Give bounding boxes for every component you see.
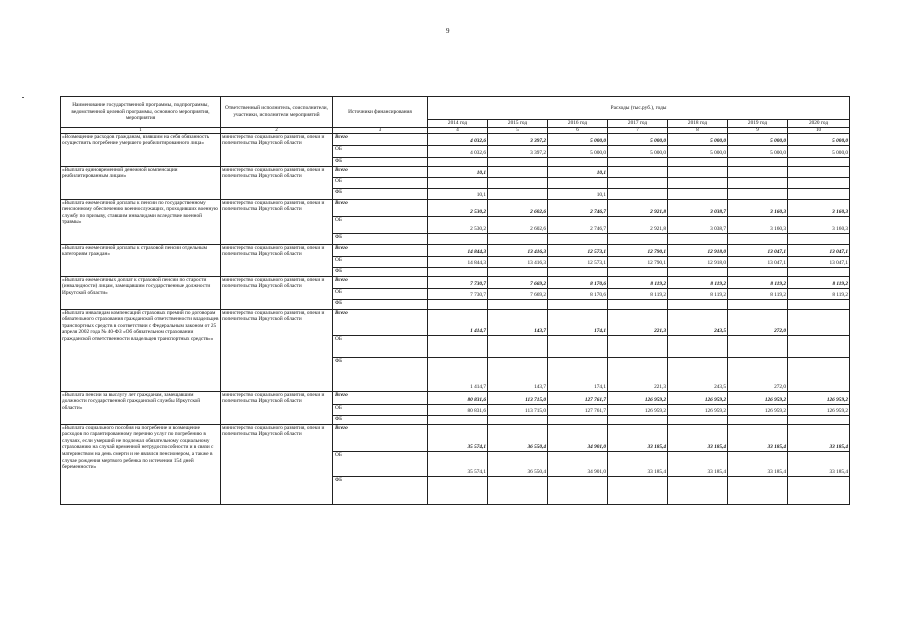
amount-cell: 35 574,1 (428, 424, 488, 451)
amount-cell (728, 233, 788, 244)
amount-cell: 12 573,1 (548, 256, 608, 267)
measure-name: «Выплата единовременной денежной компенсации реабилитированным лицам» (61, 166, 221, 199)
amount-cell (548, 267, 608, 276)
amount-cell (608, 166, 668, 177)
amount-cell (488, 476, 548, 504)
amount-cell: 4 032,6 (428, 133, 488, 145)
amount-cell: 8 119,2 (728, 276, 788, 288)
funding-source: ФБ (333, 157, 428, 166)
amount-cell: 2 602,6 (488, 216, 548, 233)
amount-cell: 3 160,3 (788, 199, 850, 216)
amount-cell: 10,1 (428, 188, 488, 199)
amount-cell: 7 730,7 (428, 288, 488, 299)
table-body (61, 133, 850, 504)
amount-cell (788, 267, 850, 276)
amount-cell: 12 918,0 (668, 244, 728, 256)
amount-cell: 8 119,2 (608, 288, 668, 299)
amount-cell (728, 267, 788, 276)
amount-cell: 12 918,0 (668, 256, 728, 267)
amount-cell: 174,1 (548, 357, 608, 391)
amount-cell: 34 901,0 (548, 451, 608, 476)
amount-cell: 3 038,7 (668, 216, 728, 233)
amount-cell: 2 602,6 (488, 199, 548, 216)
funding-source: Всего (333, 199, 428, 216)
amount-cell (668, 415, 728, 424)
funding-source: ФБ (333, 415, 428, 424)
funding-source: ОБ (333, 451, 428, 476)
amount-cell: 5 000,0 (608, 133, 668, 145)
funding-source: Всего (333, 309, 428, 335)
amount-cell: 8 119,2 (668, 288, 728, 299)
header-source: Источники финансирования (333, 97, 428, 128)
amount-cell (488, 188, 548, 199)
amount-cell (728, 157, 788, 166)
amount-cell (428, 476, 488, 504)
amount-cell (548, 415, 608, 424)
amount-cell: 126 959,2 (728, 391, 788, 404)
amount-cell (608, 188, 668, 199)
amount-cell: 13 047,1 (728, 256, 788, 267)
amount-cell: 13 416,3 (488, 244, 548, 256)
amount-cell: 8 119,2 (608, 276, 668, 288)
amount-cell: 2 921,8 (608, 199, 668, 216)
amount-cell: 243,5 (668, 309, 728, 335)
amount-cell (668, 335, 728, 357)
amount-cell (728, 415, 788, 424)
amount-cell (488, 233, 548, 244)
amount-cell (608, 415, 668, 424)
amount-cell (668, 166, 728, 177)
amount-cell: 1 414,7 (428, 309, 488, 335)
amount-cell: 3 160,3 (728, 199, 788, 216)
header-year: 2016 год (548, 120, 608, 128)
amount-cell (668, 476, 728, 504)
measure-name: «Возмещение расходов гражданам, взявшим на себя обязанность осуществить погребение умершего реабилитированного лица» (61, 133, 221, 166)
amount-cell: 143,7 (488, 357, 548, 391)
amount-cell: 12 790,1 (608, 256, 668, 267)
amount-cell (428, 267, 488, 276)
amount-cell: 113 715,0 (488, 404, 548, 415)
executor-name: министерство социального развития, опеки и попечительства Иркутской области (221, 244, 333, 276)
amount-cell: 33 185,4 (668, 451, 728, 476)
amount-cell: 5 000,0 (788, 145, 850, 157)
amount-cell: 8 119,2 (668, 276, 728, 288)
funding-source: ОБ (333, 404, 428, 415)
budget-table (60, 96, 850, 505)
executor-name: министерство социального развития, опеки и попечительства Иркутской области (221, 166, 333, 199)
measure-name: «Выплата пенсии за выслугу лет гражданам, замещавшим должности государственной гражданской службы Иркутской области» (61, 391, 221, 424)
amount-cell: 8 119,2 (788, 276, 850, 288)
amount-cell: 13 047,1 (788, 256, 850, 267)
amount-cell: 127 761,7 (548, 404, 608, 415)
amount-cell: 3 397,2 (488, 133, 548, 145)
header-year: 2020 год (788, 120, 850, 128)
amount-cell: 126 959,2 (668, 391, 728, 404)
amount-cell: 10,1 (428, 166, 488, 177)
amount-cell (668, 188, 728, 199)
amount-cell: 8 170,6 (548, 288, 608, 299)
funding-source: ФБ (333, 357, 428, 391)
amount-cell (548, 233, 608, 244)
amount-cell: 80 831,6 (428, 391, 488, 404)
amount-cell: 7 730,7 (428, 276, 488, 288)
amount-cell: 5 000,0 (548, 145, 608, 157)
amount-cell (728, 177, 788, 188)
measure-name: «Выплата ежемесячной доплаты к страховой пенсии отдельным категориям граждан» (61, 244, 221, 276)
column-number: 1 (61, 127, 221, 133)
table-row (61, 391, 850, 404)
measure-name: «Выплата ежемесячных доплат к страховой пенсии по старости (инвалидности) лицам, замещавшим государственные должности Иркутской области» (61, 276, 221, 309)
funding-source: ОБ (333, 177, 428, 188)
amount-cell: 14 844,3 (428, 256, 488, 267)
amount-cell (788, 166, 850, 177)
amount-cell: 12 790,1 (608, 244, 668, 256)
amount-cell (488, 299, 548, 309)
amount-cell: 10,1 (548, 166, 608, 177)
amount-cell (668, 299, 728, 309)
header-expenses: Расходы (тыс.руб.), годы (428, 97, 850, 120)
executor-name: министерство социального развития, опеки и попечительства Иркутской области (221, 391, 333, 424)
amount-cell (668, 267, 728, 276)
amount-cell (788, 335, 850, 357)
funding-source: Всего (333, 166, 428, 177)
amount-cell (428, 233, 488, 244)
amount-cell: 221,3 (608, 357, 668, 391)
amount-cell: 272,0 (728, 309, 788, 335)
funding-source: ФБ (333, 476, 428, 504)
amount-cell: 36 550,4 (488, 424, 548, 451)
amount-cell: 5 000,0 (668, 133, 728, 145)
amount-cell: 8 170,6 (548, 276, 608, 288)
header-year: 2015 год (488, 120, 548, 128)
amount-cell: 143,7 (488, 309, 548, 335)
amount-cell (548, 476, 608, 504)
amount-cell (428, 299, 488, 309)
amount-cell (728, 299, 788, 309)
funding-source: Всего (333, 276, 428, 288)
amount-cell: 126 959,2 (788, 404, 850, 415)
amount-cell (608, 157, 668, 166)
executor-name: министерство социального развития, опеки и попечительства Иркутской области (221, 309, 333, 391)
amount-cell: 126 959,2 (608, 391, 668, 404)
amount-cell (608, 233, 668, 244)
executor-name: министерство социального развития, опеки и попечительства Иркутской области (221, 424, 333, 504)
amount-cell (788, 476, 850, 504)
amount-cell (548, 335, 608, 357)
column-number: 8 (668, 127, 728, 133)
amount-cell: 13 416,3 (488, 256, 548, 267)
header-year: 2018 год (668, 120, 728, 128)
amount-cell (788, 357, 850, 391)
funding-source: Всего (333, 244, 428, 256)
funding-source: Всего (333, 424, 428, 451)
funding-source: ОБ (333, 216, 428, 233)
amount-cell: 33 185,4 (668, 424, 728, 451)
table-row (61, 244, 850, 256)
amount-cell (548, 157, 608, 166)
table-row (61, 133, 850, 145)
table-row (61, 424, 850, 451)
amount-cell (548, 177, 608, 188)
amount-cell (668, 177, 728, 188)
amount-cell (488, 335, 548, 357)
amount-cell (488, 166, 548, 177)
amount-cell: 126 959,2 (608, 404, 668, 415)
amount-cell (608, 335, 668, 357)
amount-cell (608, 299, 668, 309)
amount-cell (728, 188, 788, 199)
column-number: 6 (548, 127, 608, 133)
amount-cell: 2 746,7 (548, 216, 608, 233)
amount-cell: 243,5 (668, 357, 728, 391)
amount-cell: 221,3 (608, 309, 668, 335)
amount-cell: 80 831,6 (428, 404, 488, 415)
amount-cell: 33 185,4 (728, 424, 788, 451)
table-row (61, 309, 850, 335)
amount-cell: 126 959,2 (788, 391, 850, 404)
amount-cell: 272,0 (728, 357, 788, 391)
scan-speck (22, 97, 24, 98)
amount-cell (488, 267, 548, 276)
amount-cell: 3 160,3 (728, 216, 788, 233)
amount-cell (488, 157, 548, 166)
amount-cell (428, 415, 488, 424)
funding-source: ОБ (333, 335, 428, 357)
amount-cell: 34 901,0 (548, 424, 608, 451)
amount-cell: 1 414,7 (428, 357, 488, 391)
funding-source: ФБ (333, 233, 428, 244)
measure-name: «Выплата ежемесячной доплаты к пенсии по государственному пенсионному обеспечению военнослужащих, проходивших военную службу по призыву, ставшим инвалидами вследствие военной травмы» (61, 199, 221, 244)
amount-cell: 126 959,2 (728, 404, 788, 415)
amount-cell: 3 038,7 (668, 199, 728, 216)
amount-cell: 8 119,2 (788, 288, 850, 299)
header-year: 2019 год (728, 120, 788, 128)
column-number: 2 (221, 127, 333, 133)
funding-source: ОБ (333, 288, 428, 299)
amount-cell: 12 573,1 (548, 244, 608, 256)
amount-cell (728, 166, 788, 177)
amount-cell: 5 000,0 (788, 133, 850, 145)
amount-cell (668, 157, 728, 166)
amount-cell (788, 309, 850, 335)
amount-cell (548, 299, 608, 309)
table-row (61, 276, 850, 288)
amount-cell: 3 160,3 (788, 216, 850, 233)
amount-cell (428, 177, 488, 188)
executor-name: министерство социального развития, опеки и попечительства Иркутской области (221, 133, 333, 166)
amount-cell: 13 047,1 (728, 244, 788, 256)
amount-cell: 33 185,4 (608, 451, 668, 476)
amount-cell: 7 669,2 (488, 288, 548, 299)
amount-cell: 7 669,2 (488, 276, 548, 288)
funding-source: ОБ (333, 145, 428, 157)
amount-cell: 113 715,0 (488, 391, 548, 404)
measure-name: «Выплата инвалидам компенсаций страховых премий по договорам обязательного страхования гражданской ответственности владельцев транспортных средств в соответствии с Федеральным законом от 25 апреля 2002 года № 40-ФЗ «Об обязательном страховании гражданской ответственности владельцев транспортных средств»» (61, 309, 221, 391)
amount-cell: 33 185,4 (728, 451, 788, 476)
funding-source: ФБ (333, 299, 428, 309)
amount-cell: 2 530,2 (428, 199, 488, 216)
amount-cell (728, 335, 788, 357)
amount-cell: 5 000,0 (668, 145, 728, 157)
amount-cell: 5 000,0 (728, 133, 788, 145)
column-number: 7 (608, 127, 668, 133)
amount-cell (488, 177, 548, 188)
amount-cell: 2 746,7 (548, 199, 608, 216)
column-number: 3 (333, 127, 428, 133)
amount-cell: 4 032,6 (428, 145, 488, 157)
amount-cell (728, 476, 788, 504)
amount-cell (788, 299, 850, 309)
executor-name: министерство социального развития, опеки и попечительства Иркутской области (221, 199, 333, 244)
amount-cell (788, 188, 850, 199)
amount-cell: 35 574,1 (428, 451, 488, 476)
amount-cell (788, 233, 850, 244)
amount-cell: 8 119,2 (728, 288, 788, 299)
column-number: 4 (428, 127, 488, 133)
column-number: 5 (488, 127, 548, 133)
amount-cell (788, 415, 850, 424)
amount-cell: 14 844,3 (428, 244, 488, 256)
measure-name: «Выплата социального пособия на погребение и возмещение расходов по гарантированному перечню услуг по погребению в случаях, если умерший не подлежал обязательному социальному страхованию на случай временной нетрудоспособности и в связи с материнством на день смерти и не являлся пенсионером, а также в случае рождения мертвого ребенка по истечении 154 дней беременности» (61, 424, 221, 504)
amount-cell: 174,1 (548, 309, 608, 335)
amount-cell: 2 921,8 (608, 216, 668, 233)
amount-cell: 5 000,0 (608, 145, 668, 157)
amount-cell: 2 530,2 (428, 216, 488, 233)
amount-cell (608, 177, 668, 188)
header-executor: Ответственный исполнитель, соисполнители, участники, исполнители мероприятий (221, 97, 333, 128)
amount-cell (608, 476, 668, 504)
amount-cell: 3 397,2 (488, 145, 548, 157)
column-number: 9 (728, 127, 788, 133)
amount-cell (488, 415, 548, 424)
funding-source: Всего (333, 133, 428, 145)
header-year: 2014 год (428, 120, 488, 128)
amount-cell (428, 335, 488, 357)
amount-cell: 13 047,1 (788, 244, 850, 256)
header-name: Наименование государственной программы, подпрограммы, ведомственной целевой программы, основного мероприятия, мероприятия (61, 97, 221, 128)
amount-cell: 10,1 (548, 188, 608, 199)
executor-name: министерство социального развития, опеки и попечительства Иркутской области (221, 276, 333, 309)
amount-cell (608, 267, 668, 276)
amount-cell: 36 550,4 (488, 451, 548, 476)
amount-cell (428, 157, 488, 166)
funding-source: Всего (333, 391, 428, 404)
amount-cell (788, 177, 850, 188)
table-row (61, 199, 850, 216)
table-row (61, 166, 850, 177)
header-year: 2017 год (608, 120, 668, 128)
amount-cell (668, 233, 728, 244)
amount-cell (788, 157, 850, 166)
amount-cell: 126 959,2 (668, 404, 728, 415)
column-number: 10 (788, 127, 850, 133)
amount-cell: 5 000,0 (728, 145, 788, 157)
funding-source: ОБ (333, 256, 428, 267)
page-number: 9 (446, 27, 450, 35)
amount-cell: 33 185,4 (788, 451, 850, 476)
amount-cell: 127 761,7 (548, 391, 608, 404)
amount-cell: 33 185,4 (788, 424, 850, 451)
funding-source: ФБ (333, 267, 428, 276)
funding-source: ФБ (333, 188, 428, 199)
amount-cell: 5 000,0 (548, 133, 608, 145)
amount-cell: 33 185,4 (608, 424, 668, 451)
